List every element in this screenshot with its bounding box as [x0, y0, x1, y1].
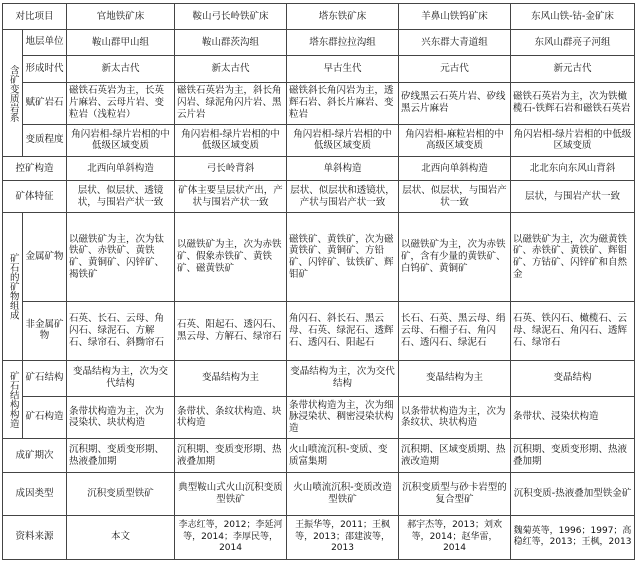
table-cell: 层状、似层状和透镜状，产状与围岩产状一致: [287, 181, 399, 213]
table-cell: 矽线黑云石英片岩、矽线黑云片麻岩: [399, 82, 511, 124]
row-label: 矿体特征: [3, 181, 67, 213]
table-cell: 典型鞍山式火山沉积变质型铁矿: [175, 473, 287, 515]
table-cell: 鞍山群茨沟组: [175, 30, 287, 56]
table-row: [3, 124, 635, 156]
table-cell: 矿体主要呈层状产出，产状与围岩产状一致: [175, 181, 287, 213]
table-cell: 变晶结构为主: [175, 360, 287, 396]
header-deposit: 东风山铁-钴-金矿床: [511, 4, 635, 30]
table-row: [3, 439, 635, 473]
table-cell: 沉积期、变质变形期、热液叠加期: [175, 439, 287, 473]
table-cell: 以磁铁矿为主，次为赤铁矿、假象赤铁矿、黄铁矿、磁黄铁矿: [175, 213, 287, 302]
table-cell: 兴东群大青道组: [399, 30, 511, 56]
table-row: [3, 515, 635, 559]
table-cell: 火山喷流沉积-变质、变质富集期: [287, 439, 399, 473]
table-cell: 沉积变质型铁矿: [67, 473, 175, 515]
table-cell: 变晶结构为主，次为交代结构: [287, 360, 399, 396]
table-cell: 角闪岩相-绿片岩相的中低级区域变质: [511, 124, 635, 156]
table-cell: 以磁铁矿为主，次为磁黄铁矿、赤铁矿、黄铁矿、辉钼矿、方钴矿、闪锌矿和自然金: [511, 213, 635, 302]
table-cell: 新元古代: [511, 56, 635, 82]
table-cell: 沉积期、区域变质期、热液改造期: [399, 439, 511, 473]
row-label: 矿石结构: [23, 360, 67, 396]
table-cell: 北西向单斜构造: [399, 157, 511, 181]
table-cell: 新太古代: [67, 56, 175, 82]
table-cell: 长石、石英、黑云母、绢云母、石榴子石、角闪石、透闪石、绿泥石: [399, 302, 511, 360]
table-cell: 本文: [67, 515, 175, 559]
table-cell: 磁铁石英岩为主，次为铁橄榄石-铁辉石岩和磁铁石英岩: [511, 82, 635, 124]
table-cell: 石英、铁闪石、橄榄石、云母、绿泥石、角闪石、透辉石、绿帘石: [511, 302, 635, 360]
table-cell: 北北东向东风山背斜: [511, 157, 635, 181]
table-cell: 新太古代: [175, 56, 287, 82]
table-cell: 单斜构造: [287, 157, 399, 181]
row-label: 资料来源: [3, 515, 67, 559]
table-cell: 变晶结构为主，次为交代结构: [67, 360, 175, 396]
row-label: 变质程度: [23, 124, 67, 156]
table-cell: 角闪岩相-麻粒岩相的中高级区域变质: [399, 124, 511, 156]
table-cell: 磁铁矿、黄铁矿，次为磁黄铁矿、黄铜矿、方铅矿、闪锌矿、钛铁矿、辉钼矿: [287, 213, 399, 302]
table-cell: 沉积变质-热液叠加型铁金矿: [511, 473, 635, 515]
table-row: [3, 157, 635, 181]
table-cell: 北西向单斜构造: [67, 157, 175, 181]
table-cell: 石英、长石、云母、角闪石、绿泥石、方解石、绿帘石、斜黝帘石: [67, 302, 175, 360]
table-cell: 角闪岩相-绿片岩相的中低级区域变质: [175, 124, 287, 156]
row-label: 成因类型: [3, 473, 67, 515]
row-label: 控矿构造: [3, 157, 67, 181]
group-label: 含矿变质岩系: [3, 30, 23, 157]
table-cell: 李志红等，2012；李延河等，2014；李厚民等，2014: [175, 515, 287, 559]
table-row: [3, 360, 635, 396]
table-cell: 层状，与围岩产状一致: [511, 181, 635, 213]
table-row: [3, 181, 635, 213]
header-deposit: 羊鼻山铁钨矿床: [399, 4, 511, 30]
table-cell: 元古代: [399, 56, 511, 82]
table-cell: 磁铁斜长角闪岩为主，透辉石岩、斜长片麻岩、变粒岩: [287, 82, 399, 124]
table-cell: 沉积变质型与砂卡岩型的复合型矿: [399, 473, 511, 515]
table-row: [3, 213, 635, 302]
table-row: [3, 30, 635, 56]
table-row: [3, 82, 635, 124]
table-cell: 以条带状构造为主，次为条纹状、块状构造: [399, 396, 511, 438]
table-cell: 条带状、浸染状构造: [511, 396, 635, 438]
row-label: 地层单位: [23, 30, 67, 56]
row-label: 形成时代: [23, 56, 67, 82]
table-cell: 郝宇杰等，2013；刘欢等，2014；赵华雷，2014: [399, 515, 511, 559]
table-cell: 石英、阳起石、透闪石、黑云母、方解石、绿帘石: [175, 302, 287, 360]
table-cell: 魏菊英等，1996；1997；高稳红等，2013；王枫，2013: [511, 515, 635, 559]
table-cell: 塔东群拉拉沟组: [287, 30, 399, 56]
table-row: [3, 396, 635, 438]
comparison-table: [2, 3, 635, 560]
table-cell: 层状、似层状、透镜状，与围岩产状一致: [67, 181, 175, 213]
table-cell: 鞍山群甲山组: [67, 30, 175, 56]
table-cell: 层状、似层状，与围岩产状一致: [399, 181, 511, 213]
header-deposit: 官地铁矿床: [67, 4, 175, 30]
table-row: [3, 473, 635, 515]
table-cell: 沉积期、变质变形期、热液叠加期: [511, 439, 635, 473]
table-cell: 东风山群亮子河组: [511, 30, 635, 56]
header-deposit: 鞍山弓长岭铁矿床: [175, 4, 287, 30]
table-cell: 磁铁石英岩为主，长英片麻岩、云母片岩、变粒岩（浅粒岩）: [67, 82, 175, 124]
table-cell: 条带状、条纹状构造、块状构造: [175, 396, 287, 438]
header-corner: 对比项目: [3, 4, 67, 30]
table-cell: 磁铁石英岩为主，斜长角闪岩、绿泥角闪片岩、黑云片岩: [175, 82, 287, 124]
table-cell: 弓长岭背斜: [175, 157, 287, 181]
header-row: [3, 4, 635, 30]
row-label: 赋矿岩石: [23, 82, 67, 124]
table-cell: 以磁铁矿为主，次为钛铁矿、赤铁矿、黄铁矿、黄铜矿、闪锌矿、褐铁矿: [67, 213, 175, 302]
table-cell: 角闪岩相-绿片岩相的中低级区域变质: [67, 124, 175, 156]
table-cell: 条带状构造为主，次为浸染状、块状构造: [67, 396, 175, 438]
table-cell: 早古生代: [287, 56, 399, 82]
table-cell: 变晶结构为主: [399, 360, 511, 396]
table-row: [3, 56, 635, 82]
header-deposit: 塔东铁矿床: [287, 4, 399, 30]
row-label: 非金属矿物: [23, 302, 67, 360]
table-cell: 沉积期、变质变形期、热液叠加期: [67, 439, 175, 473]
table-row: [3, 302, 635, 360]
table-cell: 角闪石、斜长石、黑云母、石英、绿泥石、透辉石、透闪石、阳起石: [287, 302, 399, 360]
table-cell: 以磁铁矿为主，次为赤铁矿，含有少量的黄铁矿、白钨矿、黄铜矿: [399, 213, 511, 302]
table-cell: 角闪岩相-绿片岩相的中低级区域变质: [287, 124, 399, 156]
table-cell: 火山喷流沉积-变质改造型铁矿: [287, 473, 399, 515]
row-label: 矿石构造: [23, 396, 67, 438]
group-label: 矿石的矿物组成: [3, 213, 23, 360]
table-cell: 变晶结构: [511, 360, 635, 396]
table-cell: 条带状构造为主，次为细脉浸染状、稠密浸染状构造: [287, 396, 399, 438]
row-label: 成矿期次: [3, 439, 67, 473]
table-cell: 王振华等，2011；王枫等，2013；邵建波等，2013: [287, 515, 399, 559]
group-label: 矿石结构构造: [3, 360, 23, 439]
row-label: 金属矿物: [23, 213, 67, 302]
